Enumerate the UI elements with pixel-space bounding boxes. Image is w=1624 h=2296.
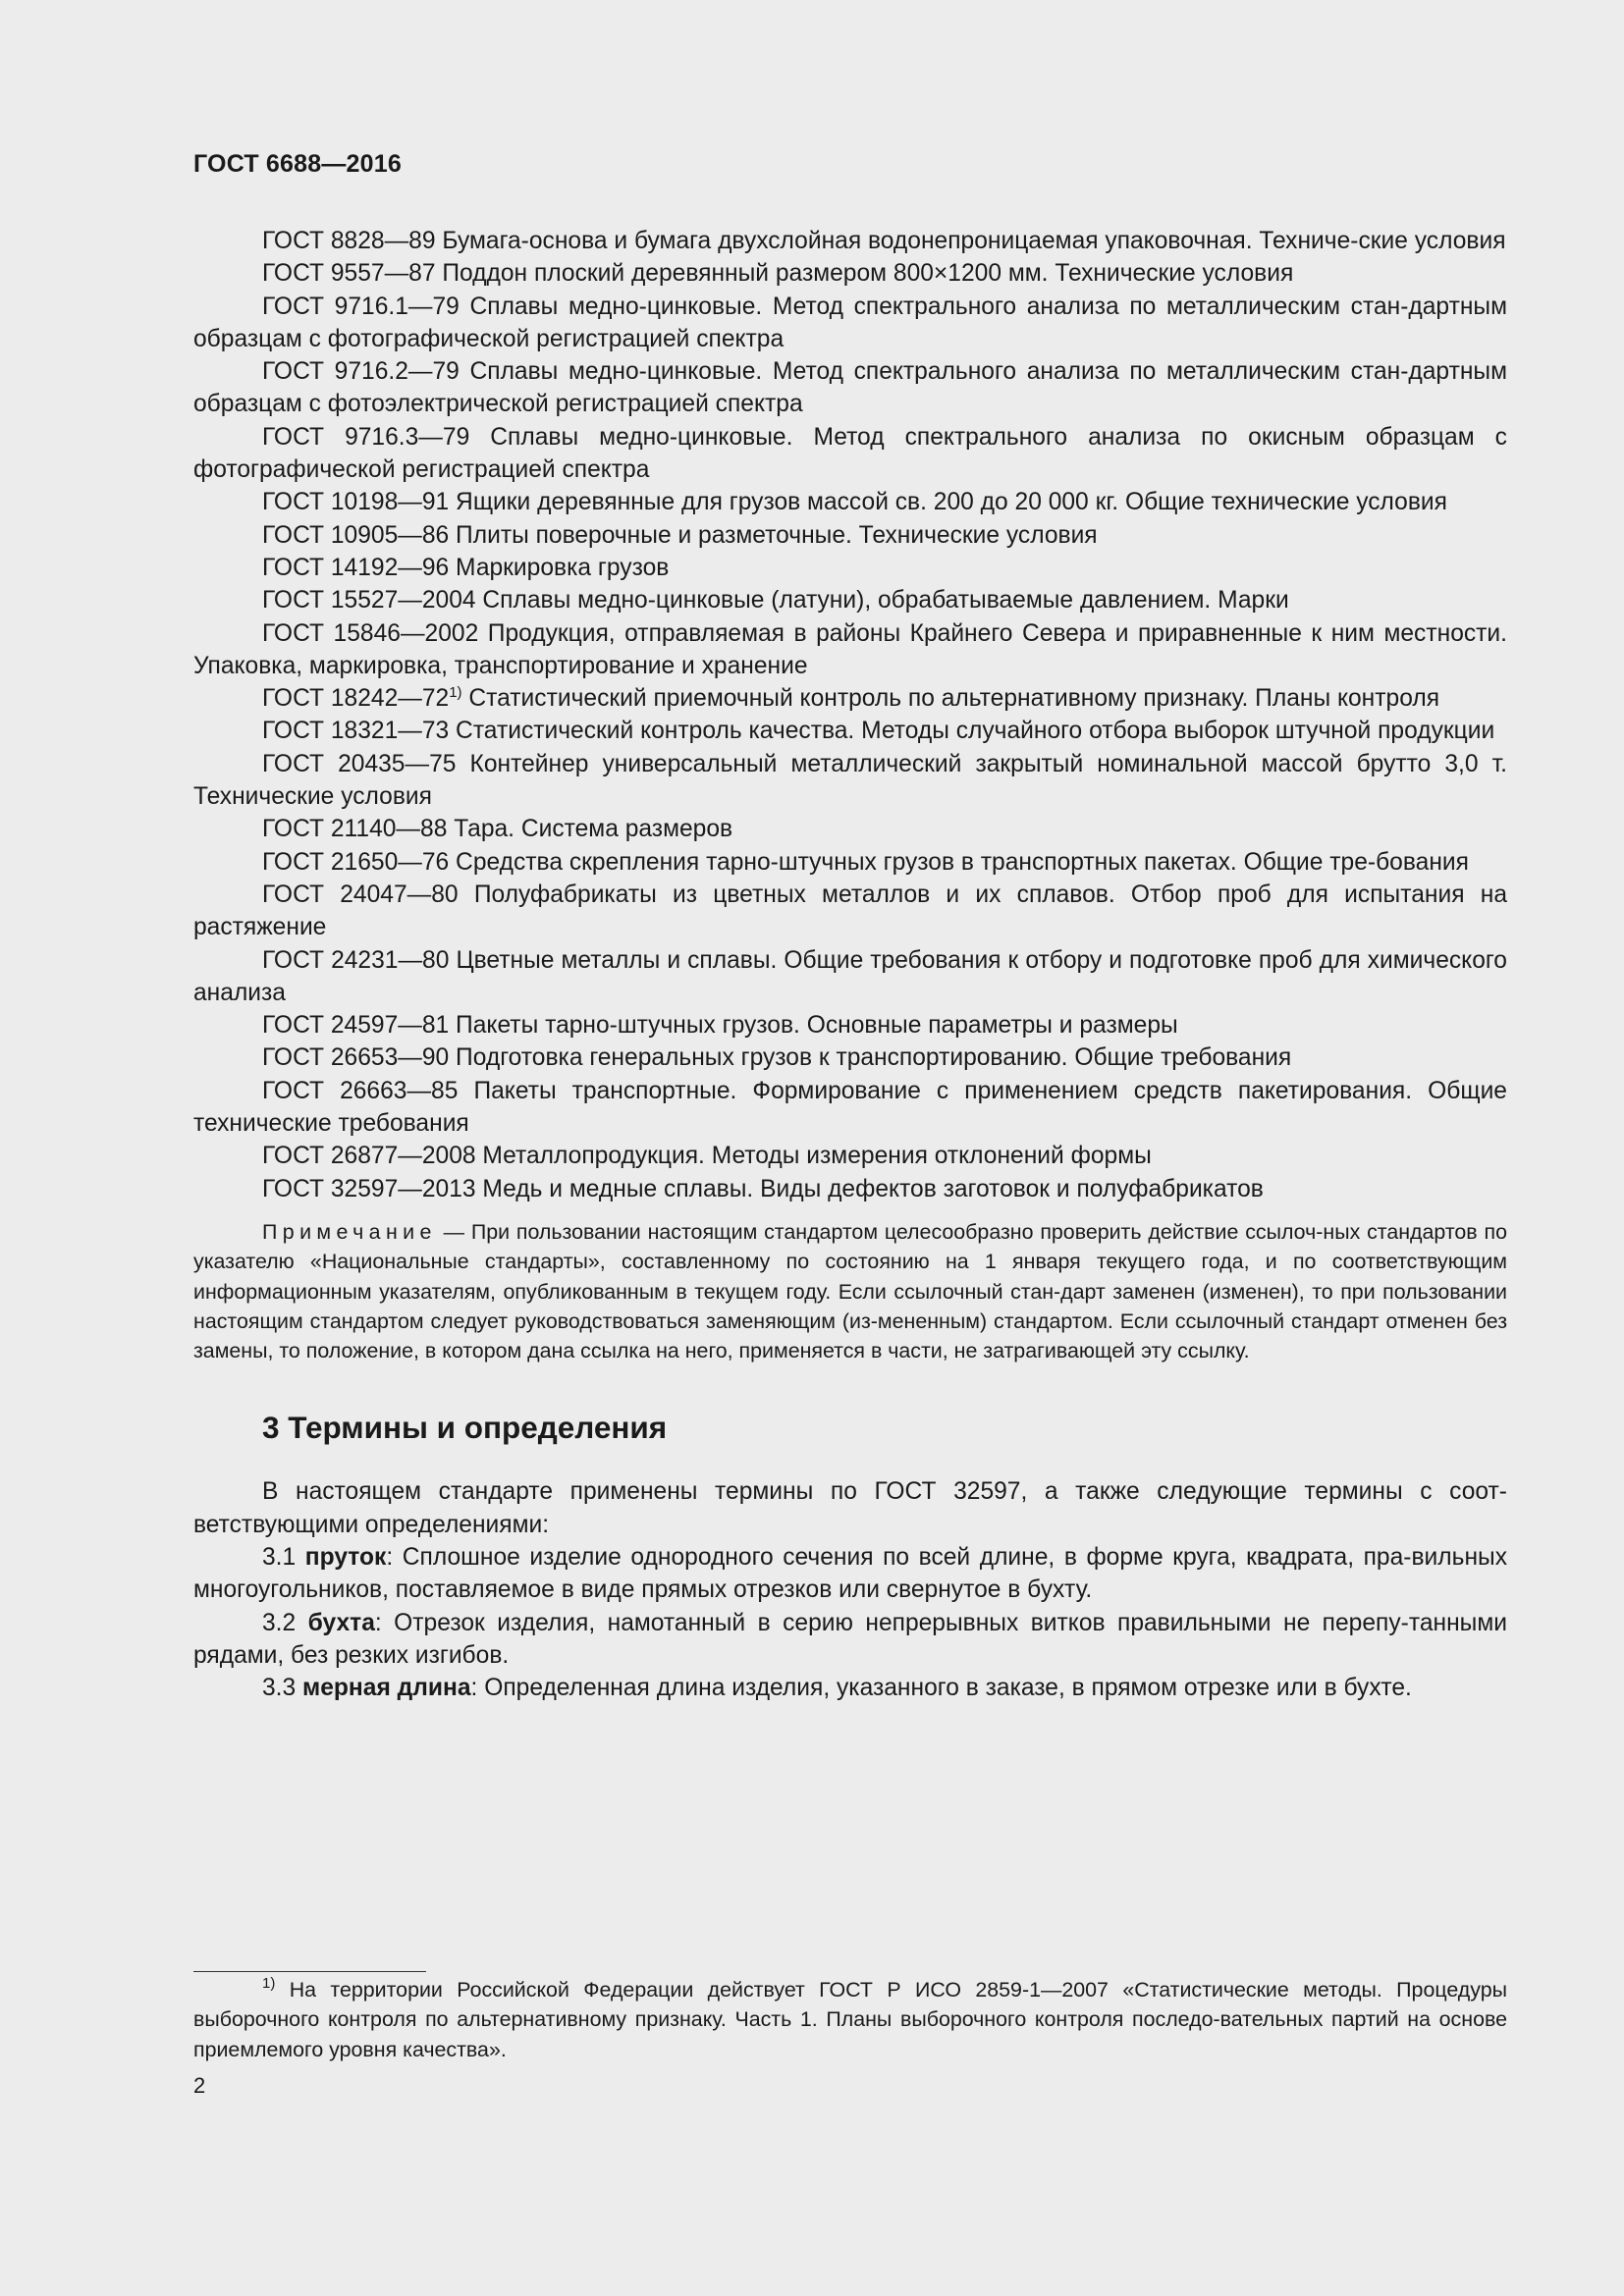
- term-name: бухта: [307, 1609, 375, 1636]
- term-definition: [193, 1607, 1507, 1673]
- reference-item: [193, 1075, 1507, 1141]
- reference-title: Плиты поверочные и разметочные. Технические условия: [449, 521, 1098, 549]
- reference-title: Сплавы медно-цинковые. Метод спектрального анализа по окисным образцам с фотографической регистрацией спектра: [193, 423, 1507, 484]
- reference-title: Подготовка генеральных грузов к транспортированию. Общие требования: [449, 1044, 1292, 1072]
- footnote-marker[interactable]: 1): [449, 684, 462, 702]
- reference-title: Средства скрепления тарно-штучных грузов в транспортных пакетах. Общие тре-бования: [449, 848, 1469, 876]
- reference-item: [193, 225, 1507, 257]
- reference-item: [193, 257, 1507, 290]
- reference-title: Продукция, отправляемая в районы Крайнего Севера и приравненные к ним местности. Упаковка, маркировка, транспортирование и хранение: [193, 619, 1508, 679]
- reference-code: ГОСТ 21140—88: [262, 816, 448, 843]
- reference-code: ГОСТ 10198—91: [262, 489, 450, 516]
- term-text: : Отрезок изделия, намотанный в серию непрерывных витков правильными не перепу-танными рядами, без резких изгибов.: [193, 1609, 1507, 1669]
- reference-title: Ящики деревянные для грузов массой св. 200 до 20 000 кг. Общие технические условия: [449, 489, 1447, 516]
- reference-item: [193, 1140, 1507, 1172]
- reference-code: ГОСТ 15846—2002: [262, 619, 479, 647]
- running-header: ГОСТ 6688—2016: [193, 150, 402, 178]
- footnote-marker: 1): [262, 1975, 276, 1992]
- reference-title: Маркировка грузов: [449, 554, 670, 581]
- term-name: пруток: [304, 1543, 387, 1571]
- reference-code: ГОСТ 9716.2—79: [262, 358, 460, 386]
- reference-title: Тара. Система размеров: [447, 816, 733, 843]
- reference-code: ГОСТ 14192—96: [262, 554, 450, 581]
- section-intro: В настоящем стандарте применены термины по ГОСТ 32597, а также следующие термины с соот-ветствующими определениями:: [193, 1478, 1507, 1538]
- reference-code: ГОСТ 8828—89: [262, 228, 436, 254]
- reference-code: ГОСТ 9716.3—79: [262, 423, 470, 451]
- reference-item: [193, 944, 1507, 1010]
- reference-title: Цветные металлы и сплавы. Общие требования к отбору и подготовке проб для химического анализа: [193, 946, 1507, 1006]
- note-paragraph: [193, 1217, 1507, 1365]
- footnote: [193, 1975, 1507, 2064]
- reference-title: Металлопродукция. Методы измерения отклонений формы: [475, 1143, 1152, 1170]
- term-text: : Сплошное изделие однородного сечения по всей длине, в форме круга, квадрата, пра-вильных многоугольников, поставляемое в виде прямых отрезков или свернутое в бухту.: [193, 1543, 1508, 1604]
- footnote-text: [193, 1975, 1507, 2064]
- reference-code: ГОСТ 9716.1—79: [262, 293, 460, 320]
- term-number: 3.1: [262, 1543, 305, 1571]
- reference-item: [193, 682, 1507, 715]
- reference-item: [193, 879, 1507, 944]
- reference-code: ГОСТ 21650—76: [262, 848, 450, 876]
- reference-item: [193, 748, 1507, 814]
- term-name: мерная длина: [302, 1675, 471, 1702]
- section-title: 3 Термины и определения: [262, 1410, 668, 1446]
- page-number: 2: [193, 2073, 206, 2098]
- reference-code: ГОСТ 18321—73: [262, 718, 450, 745]
- reference-code: ГОСТ 9557—87: [262, 260, 436, 288]
- reference-title: Бумага-основа и бумага двухслойная водонепроницаемая упаковочная. Техниче-ские условия: [435, 228, 1506, 254]
- reference-item: [193, 846, 1507, 879]
- reference-code: ГОСТ 10905—86: [262, 521, 450, 549]
- reference-title: Пакеты транспортные. Формирование с применением средств пакетирования. Общие технические требования: [193, 1077, 1507, 1138]
- reference-title: Сплавы медно-цинковые. Метод спектрального анализа по металлическим стан-дартным образцам с фотографической регистрацией спектра: [193, 293, 1508, 352]
- reference-title: Пакеты тарно-штучных грузов. Основные параметры и размеры: [449, 1012, 1178, 1040]
- reference-title: Полуфабрикаты из цветных металлов и их сплавов. Отбор проб для испытания на растяжение: [193, 881, 1507, 941]
- reference-title: Сплавы медно-цинковые. Метод спектрального анализа по металлическим стан-дартным образцам с фотоэлектрической регистрацией спектра: [193, 358, 1508, 418]
- reference-title: Медь и медные сплавы. Виды дефектов заготовок и полуфабрикатов: [475, 1175, 1264, 1202]
- reference-title: Статистический контроль качества. Методы случайного отбора выборок штучной продукции: [449, 718, 1495, 745]
- reference-title: Поддон плоский деревянный размером 800×1200 мм. Технические условия: [435, 260, 1294, 288]
- reference-item: [193, 1041, 1507, 1074]
- note-label: Примечание: [262, 1219, 437, 1244]
- reference-code: ГОСТ 26663—85: [262, 1077, 459, 1104]
- footnote-body: На территории Российской Федерации действует ГОСТ Р ИСО 2859-1—2007 «Статистические методы. Процедуры выборочного контроля по альтернативному признаку. Часть 1. Планы выборочного контроля последо-вательных партий на основе приемлемого уровня качества».: [193, 1978, 1507, 2061]
- note-text: — При пользовании настоящим стандартом целесообразно проверить действие ссылоч-ных стандартов по указателю «Национальные стандарты», составленному по состоянию на 1 января текущего года, и по соответствующим информационным указателям, опубликованным в текущем году. Если ссылочный стан-дарт заменен (изменен), то при пользовании настоящим стандартом следует руководствоваться заменяющим (из-мененным) стандартом. Если ссылочный стандарт отменен без замены, то положение, в котором дана ссылка на него, применяется в части, не затрагивающей эту ссылку.: [193, 1219, 1507, 1363]
- normative-references-list: [193, 225, 1507, 1205]
- reference-item: [193, 617, 1507, 683]
- reference-item: [193, 1173, 1507, 1205]
- reference-item: [193, 519, 1507, 552]
- reference-item: [193, 584, 1507, 616]
- term-text: : Определенная длина изделия, указанного в заказе, в прямом отрезке или в бухте.: [470, 1675, 1412, 1702]
- reference-item: [193, 421, 1507, 487]
- reference-title: Статистический приемочный контроль по альтернативному признаку. Планы контроля: [461, 685, 1440, 713]
- reference-code: ГОСТ 15527—2004: [262, 587, 476, 614]
- reference-item: [193, 486, 1507, 518]
- reference-code: ГОСТ 24231—80: [262, 946, 450, 974]
- reference-item: [193, 355, 1507, 421]
- reference-item: [193, 715, 1507, 747]
- reference-title: Сплавы медно-цинковые (латуни), обрабатываемые давлением. Марки: [475, 587, 1289, 614]
- term-definition: [193, 1672, 1507, 1704]
- term-number: 3.3: [262, 1675, 303, 1702]
- term-definition: [193, 1541, 1507, 1607]
- reference-code: ГОСТ 20435—75: [262, 750, 457, 777]
- reference-item: [193, 291, 1507, 356]
- reference-code: ГОСТ 32597—2013: [262, 1175, 476, 1202]
- reference-code: ГОСТ 24047—80: [262, 881, 459, 908]
- reference-item: [193, 1009, 1507, 1041]
- reference-code: ГОСТ 24597—81: [262, 1012, 450, 1040]
- reference-item: [193, 552, 1507, 584]
- reference-title: Контейнер универсальный металлический закрытый номинальной массой брутто 3,0 т. Технические условия: [193, 750, 1507, 811]
- reference-code: ГОСТ 26653—90: [262, 1044, 450, 1072]
- reference-code: ГОСТ 18242—72: [262, 685, 450, 713]
- reference-item: [193, 813, 1507, 845]
- footnote-separator: [193, 1971, 426, 1972]
- term-number: 3.2: [262, 1609, 308, 1636]
- reference-code: ГОСТ 26877—2008: [262, 1143, 476, 1170]
- page-content: [193, 225, 1507, 1704]
